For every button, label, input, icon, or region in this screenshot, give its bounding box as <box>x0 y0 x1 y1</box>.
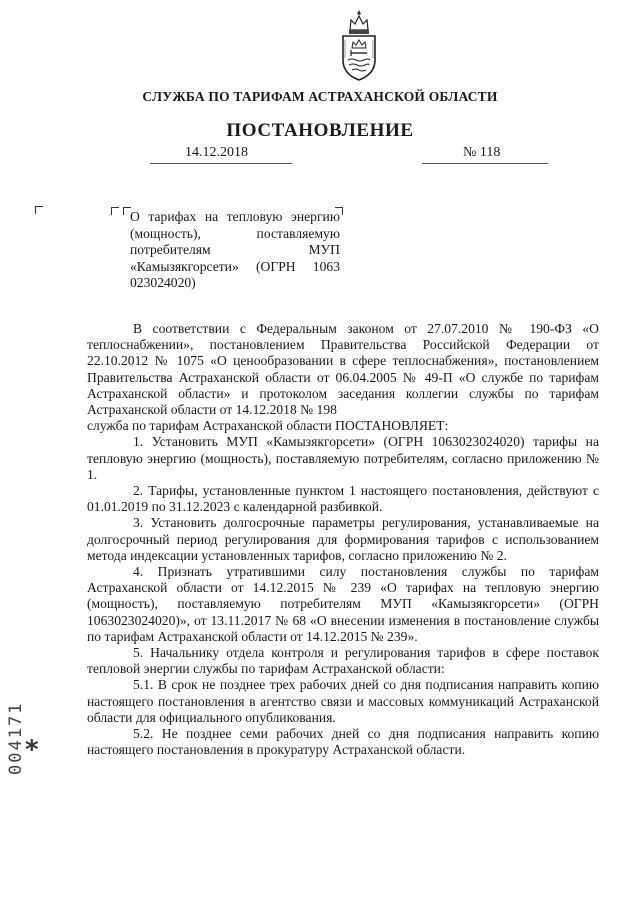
subject-left-bracket-outer <box>111 207 119 215</box>
preamble-paragraph: В соответствии с Федеральным законом от 27.07.2010 № 190-ФЗ «О теплоснабжении», постановлением Правительства Российской Федерации от 22.10.2012 № 1075 «О ценообразовании в сфере теплоснабжения», постановлением Правительства Астраханской области от 06.04.2005 № 49-П «О службе по тарифам Астраханской области» и протоколом заседания коллегии службы по тарифам Астраханской области от 14.12.2018 № 198 <box>87 321 599 418</box>
clause-1: 1. Установить МУП «Камызякгорсети» (ОГРН 1063023024020) тарифы на тепловую энергию (мощность), поставляемую потребителям, согласно приложению № 1. <box>87 434 599 482</box>
date-underline <box>150 163 292 164</box>
resolution-line: служба по тарифам Астраханской области ПОСТАНОВЛЯЕТ: <box>87 418 449 434</box>
document-number: № 118 <box>463 145 501 160</box>
clause-5: 5. Начальнику отдела контроля и регулирования тарифов в сфере поставок тепловой энергии службы по тарифам Астраханской области: <box>87 645 599 677</box>
clause-3: 3. Установить долгосрочные параметры регулирования, устанавливаемые на долгосрочный период регулирования для формирования тарифов с использованием метода индексации установленных тарифов, согласно приложению № 2. <box>87 515 599 563</box>
margin-asterisk: * <box>25 735 39 765</box>
document-type-title: ПОСТАНОВЛЕНИЕ <box>226 120 414 141</box>
clause-2: 2. Тарифы, установленные пунктом 1 настоящего постановления, действуют с 01.01.2019 по 31.12.2023 с календарной разбивкой. <box>87 483 599 515</box>
document-body <box>87 321 599 758</box>
page-corner-mark <box>35 206 43 214</box>
number-underline <box>422 163 548 164</box>
astrakhan-coat-of-arms-icon <box>337 8 381 86</box>
clause-5-1: 5.1. В срок не позднее трех рабочих дней со дня подписания направить копию настоящего постановления в агентство связи и массовых коммуникаций Астраханской области для официального опубликования. <box>87 677 599 725</box>
clause-4: 4. Признать утратившими силу постановления службы по тарифам Астраханской области от 14.12.2015 № 239 «О тарифах на тепловую энергию (мощность), поставляемую потребителям МУП «Камызякгорсети» (ОГРН 1063023024020)», от 13.11.2017 № 68 «О внесении изменения в постановление службы по тарифам Астраханской области от 14.12.2015 № 239». <box>87 564 599 644</box>
document-date: 14.12.2018 <box>185 145 248 160</box>
agency-name: СЛУЖБА ПО ТАРИФАМ АСТРАХАНСКОЙ ОБЛАСТИ <box>142 89 498 104</box>
margin-registration-stamp: 004171 <box>6 701 26 775</box>
document-subject: О тарифах на тепловую энергию (мощность), поставляемую потребителям МУП «Камызякгорсети» (ОГРН 1063 023024020) <box>130 209 340 291</box>
clause-5-2: 5.2. Не позднее семи рабочих дней со дня подписания направить копию настоящего постановления в прокуратуру Астраханской области. <box>87 726 599 758</box>
